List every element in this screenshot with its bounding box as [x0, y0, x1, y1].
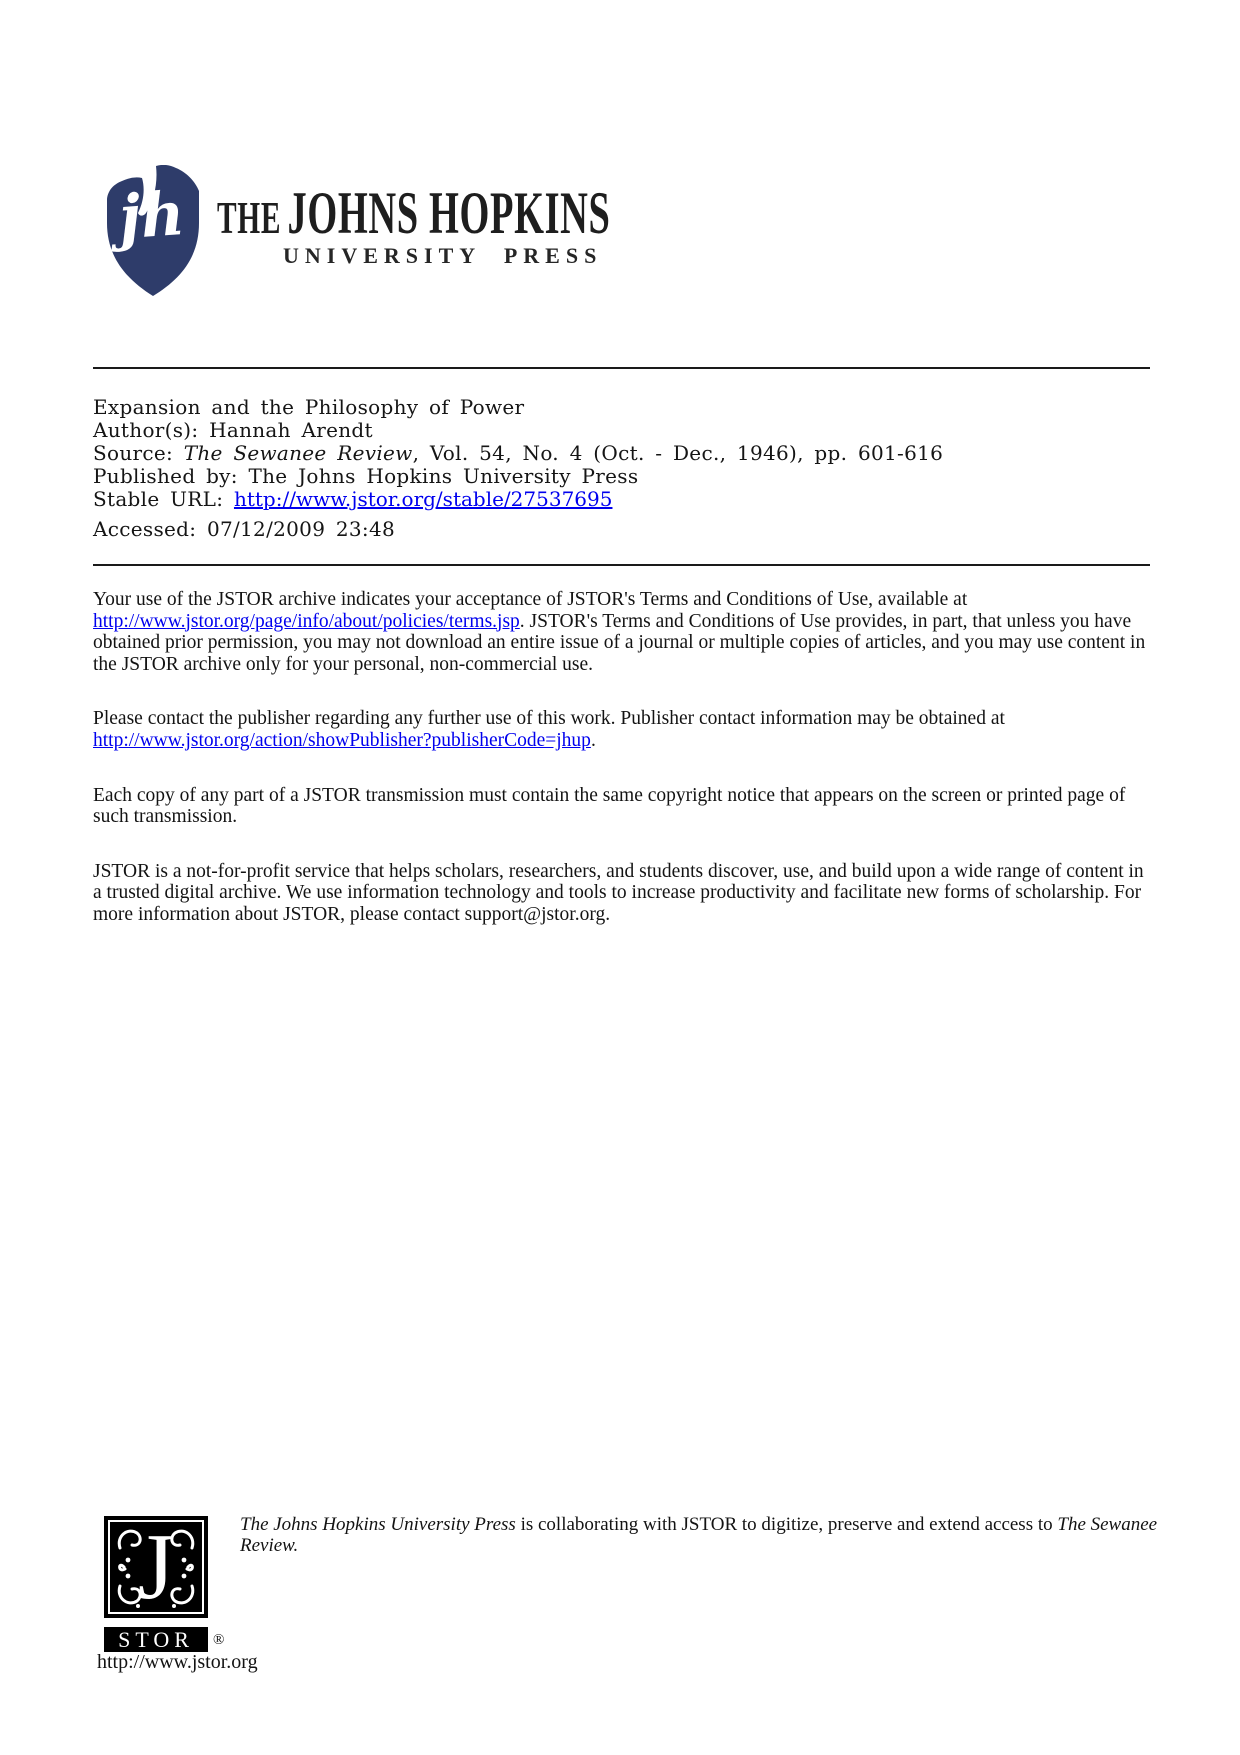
terms-paragraph-3: Each copy of any part of a JSTOR transmission must contain the same copyright notice that appears on the screen or printed page of such transmission.: [93, 784, 1126, 828]
jhup-wordmark-line2: UNIVERSITY PRESS: [283, 243, 603, 268]
article-source: [93, 442, 1153, 465]
collaboration-note: [240, 1514, 1158, 1556]
stable-url-link[interactable]: http://www.jstor.org/stable/27537695: [233, 487, 613, 511]
article-publisher: Published by: The Johns Hopkins University Press: [93, 464, 639, 488]
svg-text:J: J: [137, 1516, 175, 1618]
terms-p2-text: Please contact the publisher regarding any further use of this work. Publisher contact information may be obtained at: [93, 708, 1005, 730]
collab-journal-name: The Sewanee Review.: [240, 1514, 1158, 1556]
horizontal-rule-top: [93, 367, 1150, 369]
article-authors: Author(s): Hannah Arendt: [93, 418, 373, 442]
jhup-press-logo: [105, 150, 611, 300]
terms-p1-text: Your use of the JSTOR archive indicates your acceptance of JSTOR's Terms and Conditions of Use, available at: [93, 589, 968, 610]
stable-url-line: [93, 488, 1153, 511]
horizontal-rule-bottom: [93, 564, 1150, 566]
registered-trademark-symbol: ®: [213, 1632, 225, 1648]
jhup-monogram: jh: [116, 178, 187, 254]
publisher-info-link[interactable]: http://www.jstor.org/action/showPublisher?publisherCode=jhup: [93, 729, 591, 751]
terms-policy-link[interactable]: http://www.jstor.org/page/info/about/policies/terms.jsp: [93, 610, 520, 632]
terms-text: [93, 589, 1151, 959]
terms-paragraph-2: [93, 708, 1151, 751]
terms-paragraph-4: JSTOR is a not-for-profit service that helps scholars, researchers, and students discover, use, and build upon a wide range of content in a trusted digital archive. We use information technology and tools to increase productivity and facilitate new forms of scholarship. For more information about JSTOR, please contact support@jstor.org.: [93, 860, 1144, 925]
jstor-home-url[interactable]: http://www.jstor.org: [97, 1651, 258, 1673]
terms-paragraph-1: [93, 589, 1151, 675]
jstor-stor-text: STOR: [104, 1627, 208, 1652]
terms-p2-text-after: .: [590, 729, 596, 751]
source-label: Source:: [93, 441, 184, 465]
source-details: , Vol. 54, No. 4 (Oct. - Dec., 1946), pp. 601-616: [412, 441, 944, 465]
jhup-wordmark-line1: [217, 180, 611, 246]
jstor-logo: [104, 1516, 208, 1652]
collab-text: is collaborating with JSTOR to digitize, preserve and extend access to: [515, 1514, 1058, 1535]
source-journal: The Sewanee Review: [183, 441, 413, 465]
citation-block: [93, 396, 1153, 541]
stable-url-label: Stable URL:: [93, 487, 234, 511]
terms-p1-text-after: . JSTOR's Terms and Conditions of Use provides, in part, that unless you have obtained prior permission, you may not download an entire issue of a journal or multiple copies of articles, and you may use content in the JSTOR archive only for your personal, non-commercial use.: [93, 610, 1146, 675]
jhup-the-text: THE: [217, 192, 282, 243]
article-title: Expansion and the Philosophy of Power: [93, 395, 525, 419]
jhup-name-text: JOHNS HOPKINS: [287, 180, 611, 246]
collab-publisher-name: The Johns Hopkins University Press: [240, 1514, 516, 1535]
accessed-line: Accessed: 07/12/2009 23:48: [93, 517, 396, 541]
jstor-ornate-j-icon: [104, 1516, 208, 1618]
